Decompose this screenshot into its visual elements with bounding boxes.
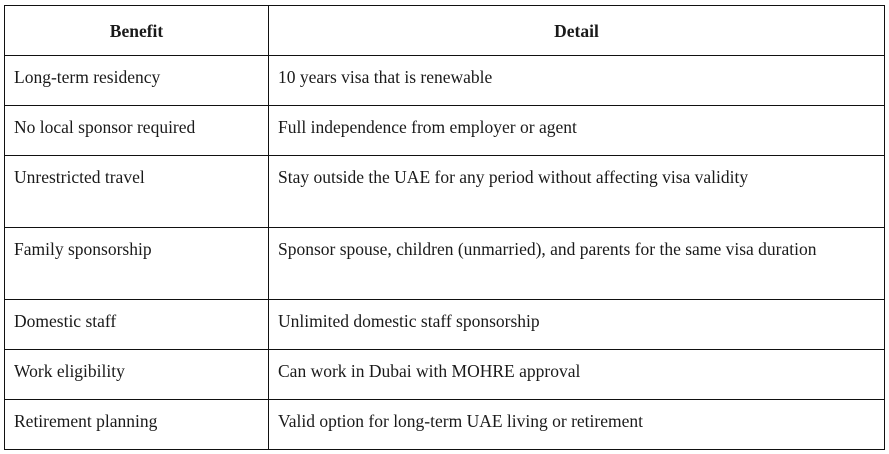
benefit-cell: No local sponsor required xyxy=(5,106,269,156)
detail-cell: Sponsor spouse, children (unmarried), and parents for the same visa duration xyxy=(269,228,885,300)
column-header-benefit: Benefit xyxy=(5,6,269,56)
benefit-cell: Work eligibility xyxy=(5,350,269,400)
benefit-cell: Long-term residency xyxy=(5,56,269,106)
benefit-cell: Family sponsorship xyxy=(5,228,269,300)
table-header-row xyxy=(5,6,885,56)
table-row xyxy=(5,106,885,156)
detail-cell: Stay outside the UAE for any period without affecting visa validity xyxy=(269,156,885,228)
table-row xyxy=(5,56,885,106)
table-row xyxy=(5,228,885,300)
benefit-cell: Domestic staff xyxy=(5,300,269,350)
table-row xyxy=(5,156,885,228)
detail-cell: Unlimited domestic staff sponsorship xyxy=(269,300,885,350)
detail-cell: Full independence from employer or agent xyxy=(269,106,885,156)
table-row xyxy=(5,400,885,450)
detail-cell: Can work in Dubai with MOHRE approval xyxy=(269,350,885,400)
benefit-cell: Unrestricted travel xyxy=(5,156,269,228)
column-header-detail: Detail xyxy=(269,6,885,56)
detail-cell: 10 years visa that is renewable xyxy=(269,56,885,106)
table-row xyxy=(5,350,885,400)
benefit-cell: Retirement planning xyxy=(5,400,269,450)
detail-cell: Valid option for long-term UAE living or retirement xyxy=(269,400,885,450)
table-row xyxy=(5,300,885,350)
benefits-table xyxy=(4,5,885,450)
